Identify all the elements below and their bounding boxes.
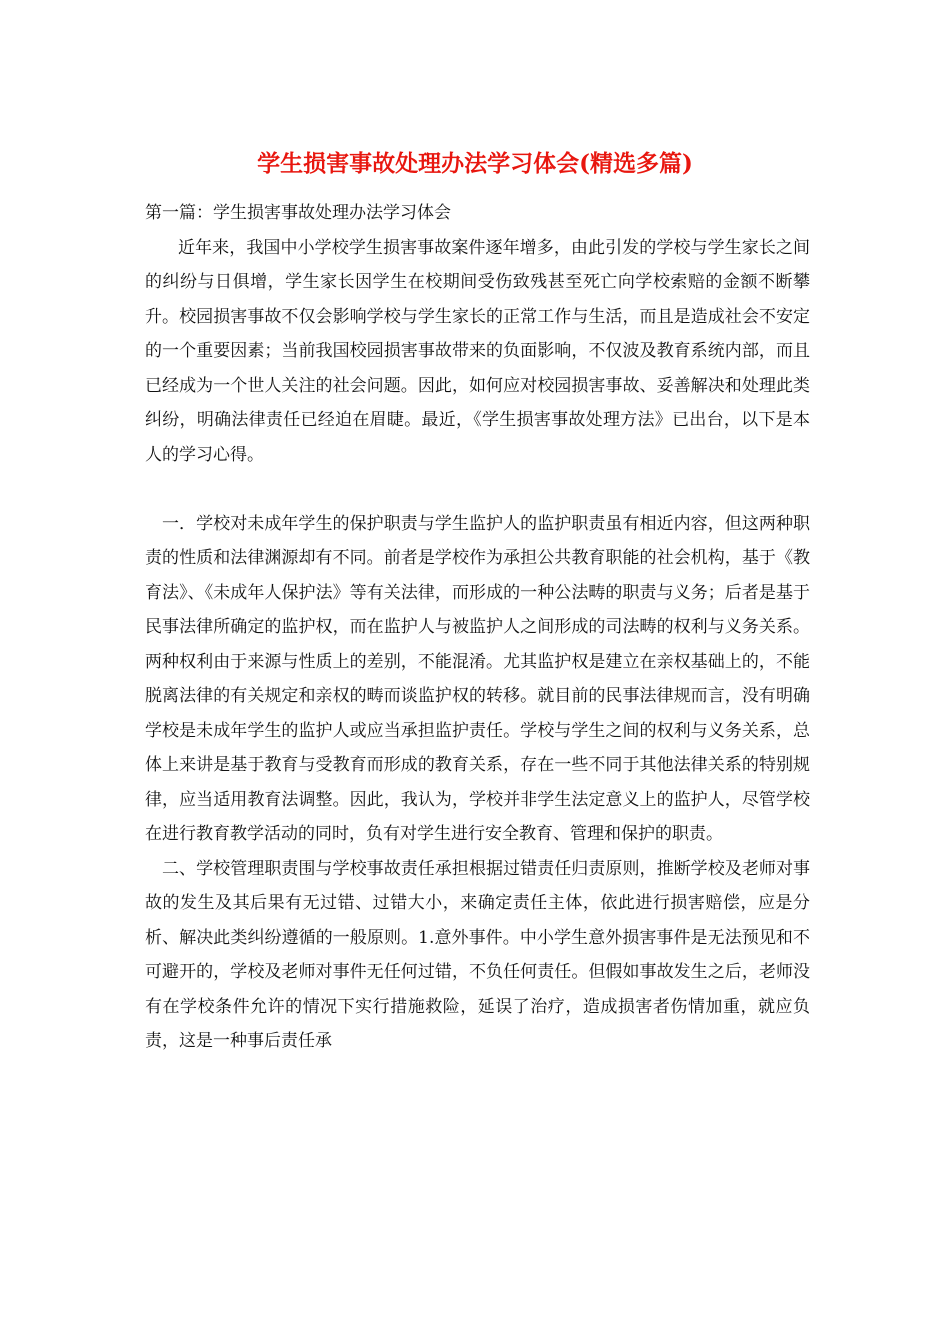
document-body [145,196,810,1059]
paragraph-section-one: 一．学校对未成年学生的保护职责与学生监护人的监护职责虽有相近内容，但这两种职责的性质和法律渊源却有不同。前者是学校作为承担公共教育职能的社会机构，基于《教育法》、《未成年人保护法》等有关法律，而形成的一种公法畴的职责与义务；后者是基于民事法律所确定的监护权，而在监护人与被监护人之间形成的司法畴的权利与义务关系。两种权利由于来源与性质上的差别，不能混淆。尤其监护权是建立在亲权基础上的，不能脱离法律的有关规定和亲权的畴而谈监护权的转移。就目前的民事法律规而言，没有明确学校是未成年学生的监护人或应当承担监护责任。学校与学生之间的权利与义务关系，总体上来讲是基于教育与受教育而形成的教育关系，存在一些不同于其他法律关系的特别规律，应当适用教育法调整。因此，我认为，学校并非学生法定意义上的监护人，尽管学校在进行教育教学活动的同时，负有对学生进行安全教育、管理和保护的职责。 [145,513,810,844]
paragraph-intro: 近年来，我国中小学校学生损害事故案件逐年增多，由此引发的学校与学生家长之间的纠纷与日俱增，学生家长因学生在校期间受伤致残甚至死亡向学校索赔的金额不断攀升。校园损害事故不仅会影响学校与学生家长的正常工作与生活，而且是造成社会不安定的一个重要因素；当前我国校园损害事故带来的负面影响，不仅波及教育系统内部，而且已经成为一个世人关注的社会问题。因此，如何应对校园损害事故、妥善解决和处理此类纠纷，明确法律责任已经迫在眉睫。最近，《学生损害事故处理方法》已出台，以下是本人的学习心得。 [145,237,810,465]
paragraph-spacer [145,472,810,507]
paragraph-section-two: 二、学校管理职责围与学校事故责任承担根据过错责任归责原则，推断学校及老师对事故的发生及其后果有无过错、过错大小，来确定责任主体，依此进行损害赔偿，应是分析、解决此类纠纷遵循的一般原则。1.意外事件。中小学生意外损害事件是无法预见和不可避开的，学校及老师对事件无任何过错，不负任何责任。但假如事故发生之后，老师没有在学校条件允许的情况下实行措施救险，延误了治疗，造成损害者伤情加重，就应负责，这是一种事后责任承 [145,858,810,1051]
section-subheading: 第一篇：学生损害事故处理办法学习体会 [145,203,451,223]
document-title: 学生损害事故处理办法学习体会(精选多篇) [257,150,693,177]
